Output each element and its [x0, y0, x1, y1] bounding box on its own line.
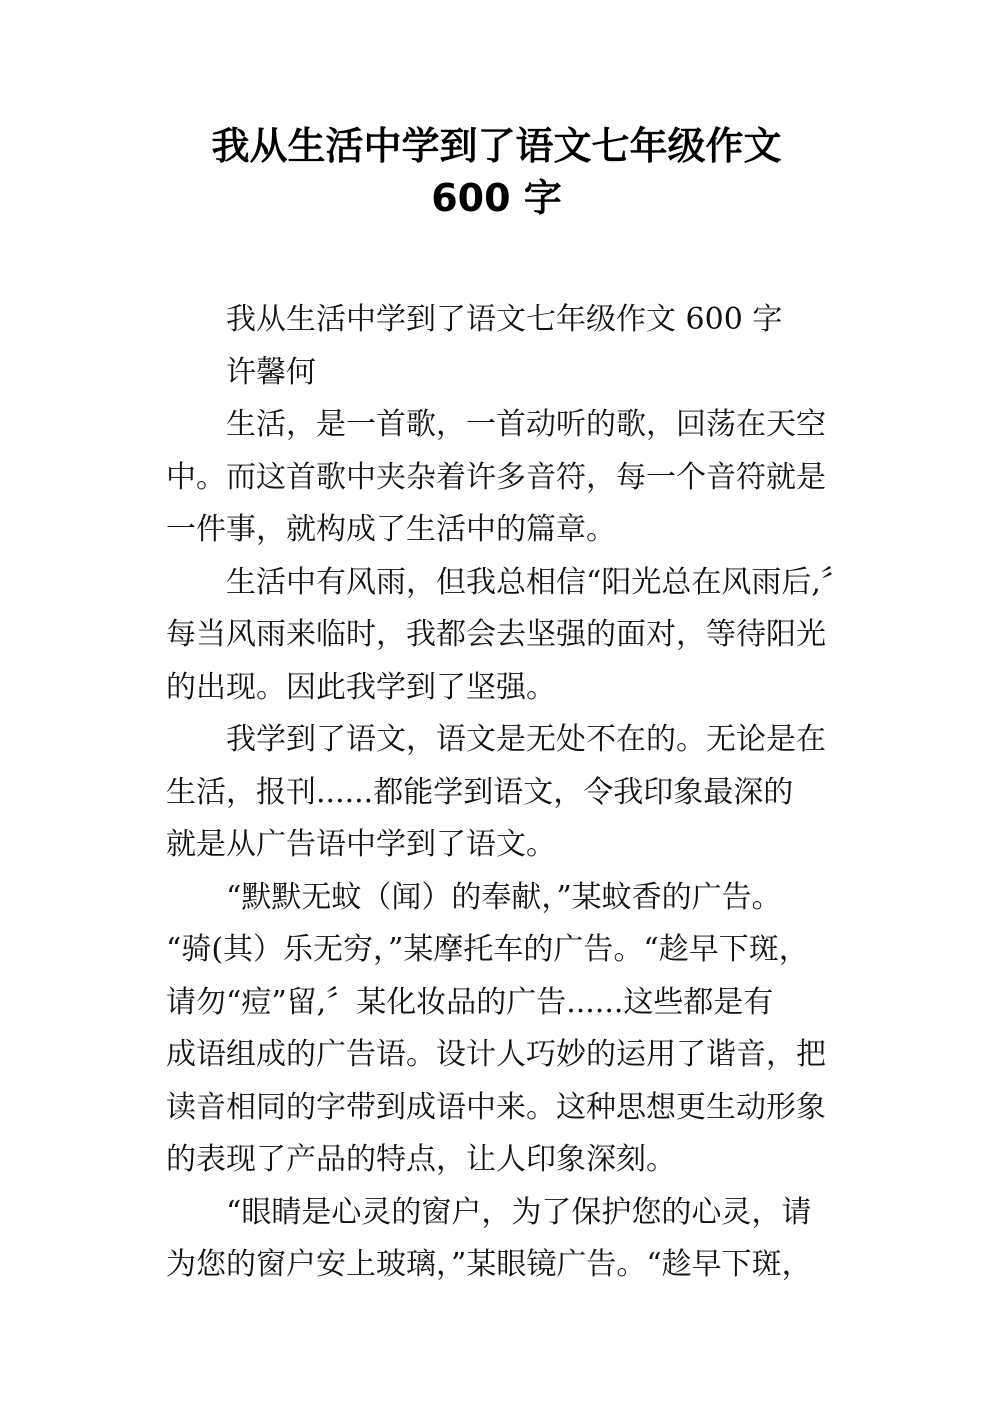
text-line: 生活，是一首歌，一首动听的歌，回荡在天空: [226, 407, 826, 442]
text-line: 请勿“痘”留,〞某化妆品的广告......这些都是有: [166, 984, 774, 1020]
text-line: 我从生活中学到了语文七年级作文 600 字: [226, 302, 783, 337]
paragraph-author: [166, 347, 836, 400]
text-line: 读音相同的字带到成语中来。这种思想更生动形象: [166, 1089, 826, 1125]
text-line: 我学到了语文，语文是无处不在的。无论是在: [226, 722, 826, 757]
text-line: 就是从广告语中学到了语文。: [166, 827, 556, 862]
text-line: 成语组成的广告语。设计人巧妙的运用了谐音，把: [166, 1037, 826, 1072]
text-line: 中。而这首歌中夹杂着许多音符，每一个音符就是: [166, 459, 826, 495]
title-line-1: 我从生活中学到了语文七年级作文: [211, 124, 782, 168]
document-title: [0, 120, 993, 224]
text-line: 的表现了产品的特点，让人印象深刻。: [166, 1142, 676, 1177]
paragraph: [166, 557, 851, 715]
paragraph: [166, 714, 836, 872]
paragraph-heading: [166, 294, 836, 347]
text-line: 生活中有风雨，但我总相信“阳光总在风雨后,〞: [226, 564, 851, 600]
text-line: 每当风雨来临时，我都会去坚强的面对，等待阳光: [166, 617, 826, 652]
text-line: “默默无蚊（闻）的奉献，”某蚊香的广告。: [226, 879, 782, 915]
paragraph: [166, 399, 836, 557]
text-line: 生活，报刊......都能学到语文，令我印象最深的: [166, 774, 794, 810]
document-body: [166, 294, 851, 1292]
paragraph: [166, 872, 836, 1187]
title-line-2: 600 字: [431, 176, 562, 220]
text-line: “骑(其）乐无穷，”某摩托车的广告。“趁早下斑，: [166, 932, 809, 967]
text-line: 的出现。因此我学到了坚强。: [166, 669, 556, 705]
paragraph: [166, 1187, 836, 1292]
text-line: 为您的窗户安上玻璃，”某眼镜广告。“趁早下斑，: [166, 1247, 812, 1282]
text-line: 许馨何: [226, 354, 316, 390]
text-line: 一件事，就构成了生活中的篇章。: [166, 512, 616, 547]
text-line: “眼睛是心灵的窗户，为了保护您的心灵，请: [226, 1194, 812, 1230]
